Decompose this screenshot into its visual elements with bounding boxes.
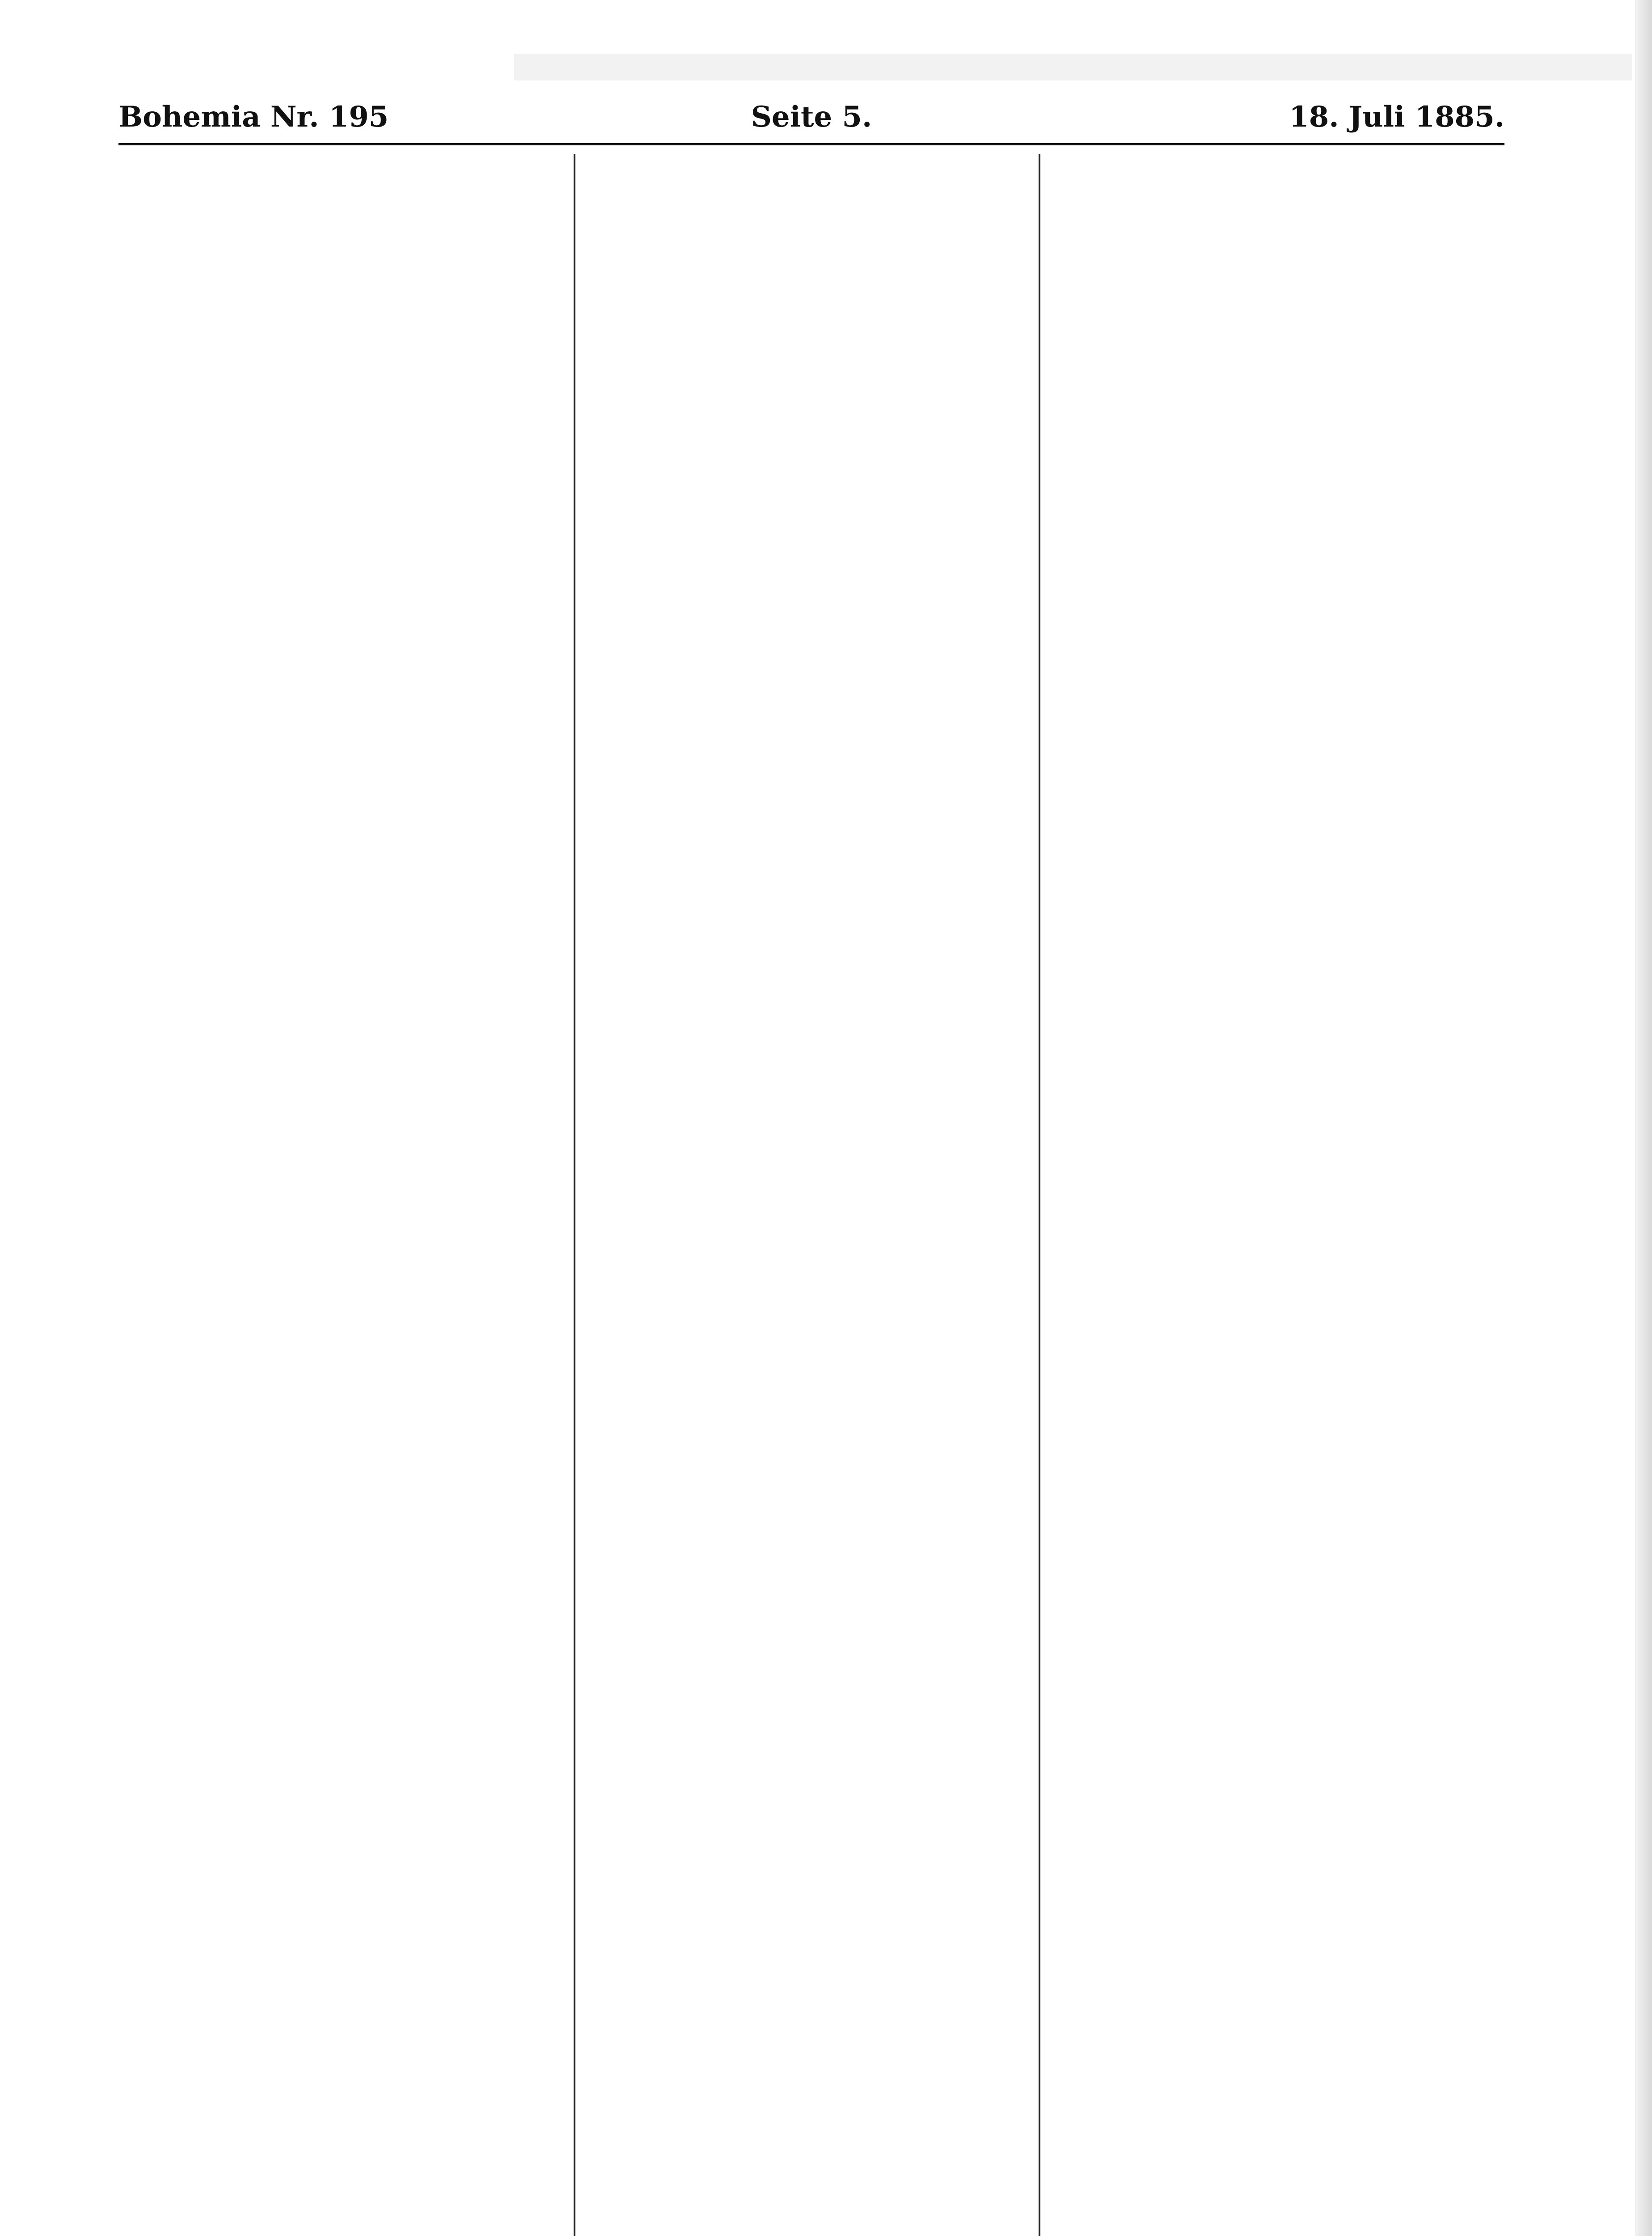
header-rule [118,143,1504,145]
column-divider [574,154,575,2236]
page-header [118,100,1504,157]
issue-date: 18. Juli 1885. [1289,100,1504,134]
scan-edge-shadow [1635,0,1652,2236]
publication-name: Bohemia Nr. 195 [118,100,389,134]
column-1 [118,154,566,2236]
page-number: Seite 5. [751,100,872,134]
article-columns [118,154,1504,2236]
column-2 [583,154,1031,2236]
column-divider [1039,154,1040,2236]
bleed-through-text [514,54,1632,80]
column-3 [1048,154,1496,2236]
